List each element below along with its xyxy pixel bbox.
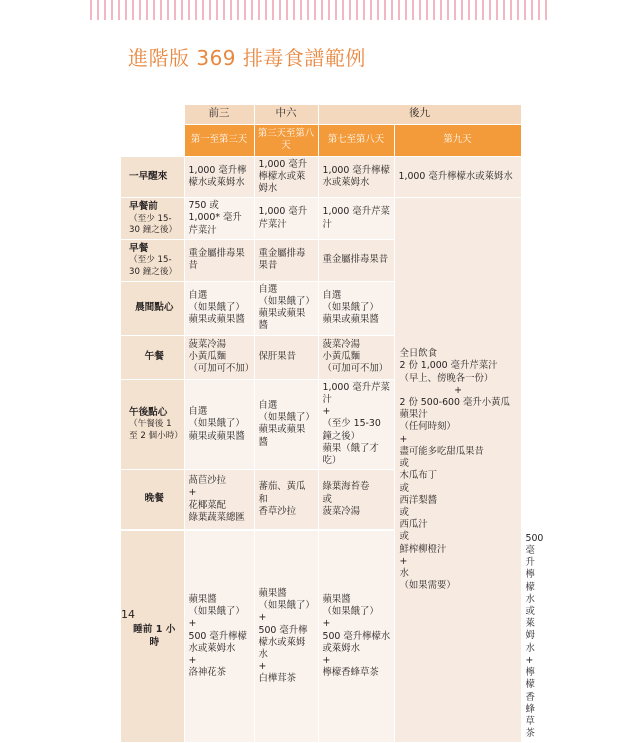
cell-line: + <box>322 655 331 667</box>
cell-breakfast-col3: 重金屬排毒果昔 <box>318 239 394 281</box>
row-label-text: 午後點心 <box>129 407 168 419</box>
cell-line: 1,000 毫升芹菜汁 <box>322 381 390 405</box>
day-nine-line: （早上、傍晚各一份） <box>399 372 494 384</box>
cell-line: （可加可不加） <box>188 363 255 375</box>
cell-line: 小黃瓜麵 <box>322 351 361 363</box>
row-label-wake <box>121 156 184 198</box>
cell-line: 自選 <box>188 406 208 418</box>
cell-line: （如果餓了） <box>322 606 379 618</box>
cell-line: （如果餓了） <box>258 296 315 307</box>
cell-line: 萵苣沙拉 <box>188 475 227 487</box>
cell-line: + <box>322 406 331 418</box>
cell-line: 蘋果或蘋果醬 <box>188 430 245 442</box>
cell-line: 蘋果或蘋果醬 <box>258 424 306 448</box>
cell-lunch-col3 <box>318 335 394 379</box>
day-nine-line: 全日飲食 <box>399 348 438 360</box>
row-label-afternoon-snack <box>121 379 184 470</box>
detox-menu-table: 前三 中六 後九 第一至第三天 第三天至第八天 第七至第八天 第九天 一早醒來 1,000 毫升檸檬水或萊姆水 1,000 毫升檸檬水或萊姆水 1,000 毫升檸檬水或萊姆水 1,000 毫升檸檬水或萊姆水 早餐前 （至少 15-30 鐘之後） 750 或 1,000* 毫升芹菜汁 1,000 毫升芹菜汁 1,000 毫升芹菜汁 全日飲食 2 份 1,000 毫升芹菜汁 （早上、傍晚各一份） + 2 份 500-600 毫升小黃瓜蘋果汁 （任何時刻） + 盡可能多吃甜瓜果昔 或 木瓜布丁 或 西洋梨醬 或 西瓜汁 或 鮮榨柳橙汁 + 水 （如果需要） 早餐 （至少 15-30 鐘之後） 重金屬排毒果昔 重金屬排毒果昔 重金屬排毒果昔 晨間點心 自選 （如果餓了） 蘋果或蘋果醬 自選 （如果餓了） 蘋果或蘋果醬 自選 （如果餓了） 蘋果或蘋果醬 午餐 菠菜冷湯 小黃瓜麵 （可加可不加） 保肝果昔 菠菜冷湯 小黃瓜麵 （可加可不加） 午後點心 （午餐後 1 至 2 個小時） 自選 （如果餓了） 蘋果或蘋果醬 自選 （如果餓了） 蘋果或蘋果醬 1,000 毫升芹菜汁 + （至少 15-30 鐘之後） 蘋果（餓了才吃） 晚餐 萵苣沙拉 + 花椰菜配 綠葉蔬菜總匯 蕃茄、黃瓜和 香草沙拉 綠葉海苔卷 或 菠菜冷湯 睡前 1 小時 蘋果醬 （如果餓了） + 500 毫升檸檬水或萊姆水 + 洛神花茶 蘋果醬 （如果餓了） + 500 毫升檸檬水或萊姆水 + 白樺茸茶 蘋果醬 （如果餓了） + 500 毫升檸檬水或萊姆水 + 檸檬香蜂草茶 500 毫升檸檬水或萊姆水 + 檸檬香蜂草茶 <box>121 105 522 743</box>
cell-line: 蘋果（餓了才吃） <box>322 442 379 466</box>
header-day-9: 第九天 <box>394 124 521 156</box>
page-number: 14 <box>121 608 135 621</box>
cell-line: 綠葉海苔卷 <box>322 481 370 493</box>
cell-line: 綠葉蔬菜總匯 <box>188 511 245 523</box>
row-label-text: 午餐 <box>144 350 164 362</box>
cell-line: + <box>322 618 331 630</box>
cell-line: 自選 <box>258 283 278 295</box>
cell-line: 香草沙拉 <box>258 505 297 517</box>
day-nine-line: + <box>399 555 408 567</box>
day-nine-line: + <box>454 384 462 396</box>
cell-lunch-col1 <box>184 335 254 379</box>
row-label-morning-snack <box>121 281 184 335</box>
cell-line: + <box>188 655 197 667</box>
cell-morning-snack-col3 <box>318 281 394 335</box>
cell-line: 菠菜冷湯 <box>188 338 227 350</box>
cell-wake-col4: 1,000 毫升檸檬水或萊姆水 <box>394 156 521 198</box>
cell-line: 檸檬香蜂草茶 <box>322 667 379 679</box>
cell-line: （至少 15-30 鐘之後） <box>322 418 381 442</box>
day-nine-line: 盡可能多吃甜瓜果昔 <box>399 445 484 457</box>
cell-breakfast-col2: 重金屬排毒果昔 <box>254 239 318 281</box>
cell-line: （如果餓了） <box>188 606 245 618</box>
row-label-bedtime <box>121 531 184 743</box>
cell-day-nine-all-day <box>394 198 521 743</box>
row-label-breakfast-pre <box>121 198 184 240</box>
day-nine-line: 西瓜汁 <box>399 519 428 531</box>
day-nine-line: + <box>399 433 408 445</box>
row-label-subtext: （至少 15-30 鐘之後） <box>129 213 178 235</box>
cell-bedtime-col1 <box>184 531 254 743</box>
cell-line: 小黃瓜麵 <box>188 351 227 363</box>
day-nine-line: 水 <box>399 568 409 580</box>
row-label-text: 晨間點心 <box>135 301 174 313</box>
day-nine-line: 2 份 500-600 毫升小黃瓜蘋果汁 <box>399 396 510 421</box>
cell-line: 菠菜冷湯 <box>322 338 361 350</box>
header-days-7-8: 第七至第八天 <box>318 124 394 156</box>
header-group-middle-six: 中六 <box>254 105 318 124</box>
cell-line: + <box>188 618 197 630</box>
cell-line: 蘋果或蘋果醬 <box>188 314 245 326</box>
cell-wake-col2: 1,000 毫升檸檬水或萊姆水 <box>254 156 318 198</box>
cell-bedtime-col2 <box>254 531 318 743</box>
day-nine-line: 木瓜布丁 <box>399 470 438 482</box>
cell-breakfast-pre-col2: 1,000 毫升芹菜汁 <box>254 198 318 240</box>
row-label-text: 早餐前 <box>129 201 158 213</box>
cell-line: （如果餓了） <box>188 418 245 430</box>
cell-line: 或 <box>322 493 332 505</box>
day-nine-line: 或 <box>399 458 409 470</box>
cell-line: 蘋果醬 <box>322 594 351 606</box>
cell-breakfast-pre-col3: 1,000 毫升芹菜汁 <box>318 198 394 240</box>
cell-breakfast-col1: 重金屬排毒果昔 <box>184 239 254 281</box>
header-days-3-8: 第三天至第八天 <box>254 124 318 156</box>
cell-line: 蘋果或蘋果醬 <box>258 308 306 332</box>
day-nine-line: 或 <box>399 531 409 543</box>
header-stripe-decoration <box>90 0 552 20</box>
header-corner-sub <box>121 124 184 156</box>
cell-line: 自選 <box>188 289 208 301</box>
day-nine-line: 西洋梨醬 <box>399 494 438 506</box>
cell-line: 洛神花茶 <box>188 667 227 679</box>
day-nine-line: （任何時刻） <box>399 421 456 433</box>
row-label-dinner <box>121 470 184 530</box>
cell-afternoon-snack-col2 <box>254 379 318 470</box>
row-label-text: 早餐 <box>129 242 149 254</box>
row-label-subtext: （午餐後 1 至 2 個小時） <box>129 419 183 441</box>
day-nine-line: 鮮榨柳橙汁 <box>399 543 447 555</box>
cell-line: + <box>188 487 197 499</box>
row-label-breakfast <box>121 239 184 281</box>
row-label-subtext: （至少 15-30 鐘之後） <box>129 255 178 277</box>
cell-bedtime-col3 <box>318 531 394 743</box>
cell-line: （如果餓了） <box>322 302 379 314</box>
cell-line: 500 毫升檸檬水或萊姆水 <box>188 630 247 654</box>
cell-morning-snack-col2 <box>254 281 318 335</box>
cell-line: 自選 <box>322 289 342 301</box>
cell-morning-snack-col1 <box>184 281 254 335</box>
cell-dinner-col1 <box>184 470 254 530</box>
cell-line: 蕃茄、黃瓜和 <box>258 481 306 505</box>
cell-line: 蘋果醬 <box>188 594 217 606</box>
row-label-text: 晚餐 <box>144 493 164 505</box>
header-days-1-3: 第一至第三天 <box>184 124 254 156</box>
row-label-lunch <box>121 335 184 379</box>
cell-line: + <box>258 661 267 673</box>
day-nine-line: 或 <box>399 506 409 518</box>
cell-dinner-col2 <box>254 470 318 530</box>
row-label-text: 一早醒來 <box>129 170 168 182</box>
cell-line: 花椰菜配 <box>188 499 227 511</box>
header-group-first-three: 前三 <box>184 105 254 124</box>
cell-line: （如果餓了） <box>258 412 315 424</box>
day-nine-line: （如果需要） <box>399 580 456 592</box>
cell-lunch-col2: 保肝果昔 <box>254 335 318 379</box>
cell-line: （可加可不加） <box>322 363 389 375</box>
cell-line: 白樺茸茶 <box>258 673 297 685</box>
header-corner <box>121 105 184 124</box>
day-nine-line: 或 <box>399 482 409 494</box>
cell-line: + <box>258 612 267 624</box>
cell-line: （如果餓了） <box>188 302 245 314</box>
cell-line: 自選 <box>258 399 278 411</box>
cell-afternoon-snack-col3 <box>318 379 394 470</box>
cell-line: 500 毫升檸檬水或萊姆水 <box>258 624 308 661</box>
row-label-text: 睡前 1 小時 <box>133 624 176 648</box>
cell-line: 蘋果醬 <box>258 587 287 599</box>
cell-line: 菠菜冷湯 <box>322 505 361 517</box>
cell-wake-col1: 1,000 毫升檸檬水或萊姆水 <box>184 156 254 198</box>
cell-wake-col3: 1,000 毫升檸檬水或萊姆水 <box>318 156 394 198</box>
cell-line: （如果餓了） <box>258 600 315 612</box>
cell-dinner-col3 <box>318 470 394 530</box>
page-title: 進階版 369 排毒食譜範例 <box>128 46 366 70</box>
day-nine-line: 2 份 1,000 毫升芹菜汁 <box>399 360 498 372</box>
cell-line: 蘋果或蘋果醬 <box>322 314 379 326</box>
cell-afternoon-snack-col1 <box>184 379 254 470</box>
cell-line: 500 毫升檸檬水或萊姆水 <box>322 630 391 654</box>
cell-breakfast-pre-col1: 750 或 1,000* 毫升芹菜汁 <box>184 198 254 240</box>
header-group-last-nine: 後九 <box>318 105 521 124</box>
